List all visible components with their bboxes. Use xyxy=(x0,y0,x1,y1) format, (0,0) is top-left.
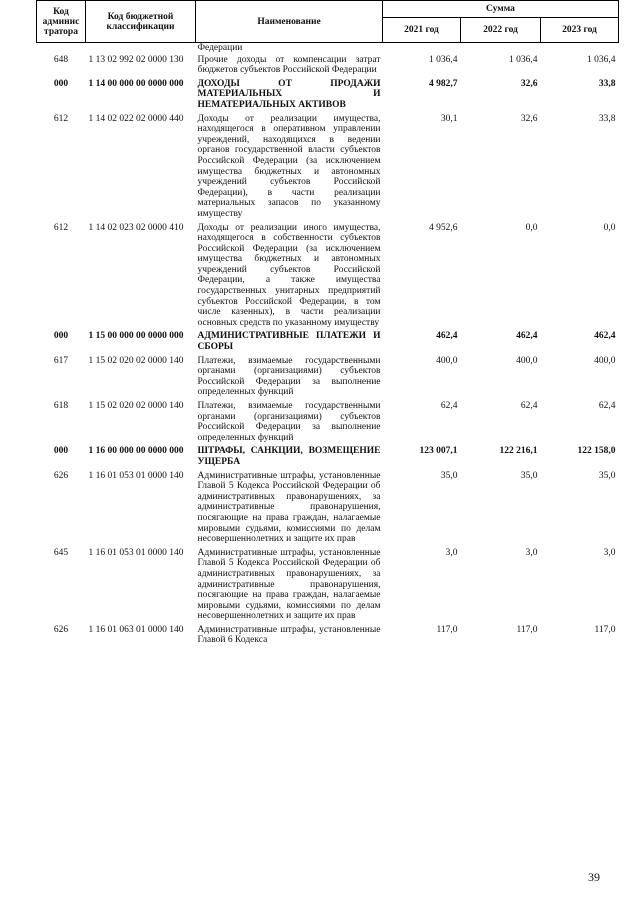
page-number: 39 xyxy=(588,870,600,884)
table-row xyxy=(37,622,619,646)
row-value-2023 xyxy=(541,43,619,54)
row-admin-code: 626 xyxy=(53,624,69,635)
table-row xyxy=(37,54,619,76)
row-kbk: 1 14 02 023 02 0000 410 xyxy=(88,222,184,233)
table-row xyxy=(37,111,619,220)
row-value-2021 xyxy=(383,43,461,54)
row-value-2023: 33,8 xyxy=(598,78,616,89)
row-admin-code: 612 xyxy=(53,222,69,233)
header-name: Наименование xyxy=(196,1,383,43)
row-value-2022: 1 036,4 xyxy=(509,54,538,65)
table-row xyxy=(37,353,619,398)
row-name: Платежи, взимаемые государственными органами (организациями) субъектов Российской Федерации за выполнение определенных функций xyxy=(197,355,381,398)
table-row xyxy=(37,468,619,545)
row-name: Доходы от реализации иного имущества, находящегося в собственности субъектов Российской Федерации (за исключением имущества бюджетных и автономных учреждений субъектов Российской Федерации, а также имущества государственных унитарных предприятий субъектов Российской Федерации, в том числе казенных), в части реализации основных средств по указанному имуществу xyxy=(197,222,381,328)
row-value-2021: 3,0 xyxy=(445,547,458,558)
table-row xyxy=(37,76,619,111)
table-row xyxy=(37,220,619,329)
table-body xyxy=(37,43,619,647)
row-kbk: 1 15 02 020 02 0000 140 xyxy=(88,401,184,411)
row-admin-code: 648 xyxy=(53,54,69,65)
row-name: Административные штрафы, установленные Главой 6 Кодекса xyxy=(197,624,381,646)
row-kbk: 1 16 01 053 01 0000 140 xyxy=(88,547,184,558)
row-value-2023: 3,0 xyxy=(603,547,616,558)
row-kbk: 1 16 01 063 01 0000 140 xyxy=(88,624,184,635)
row-value-2022: 400,0 xyxy=(516,355,538,366)
row-value-2021: 4 982,7 xyxy=(429,78,458,89)
row-value-2022 xyxy=(461,43,541,54)
row-value-2023: 400,0 xyxy=(594,355,616,366)
row-admin-code: 612 xyxy=(53,113,69,124)
row-admin-code xyxy=(37,43,86,54)
row-value-2022: 3,0 xyxy=(525,547,538,558)
row-value-2022: 35,0 xyxy=(520,470,538,481)
row-value-2023: 117,0 xyxy=(594,624,616,635)
row-value-2022: 62,4 xyxy=(520,401,538,411)
row-value-2021: 123 007,1 xyxy=(419,446,458,457)
row-value-2022: 32,6 xyxy=(520,113,538,124)
row-value-2022: 122 216,1 xyxy=(499,446,538,457)
header-year-2021: 2021 год xyxy=(383,18,461,43)
table-header xyxy=(37,1,619,43)
row-kbk: 1 14 02 022 02 0000 440 xyxy=(88,113,184,124)
row-name: Федерации xyxy=(197,43,243,53)
row-admin-code: 000 xyxy=(53,446,69,457)
row-value-2023: 462,4 xyxy=(594,331,616,342)
row-value-2021: 4 952,6 xyxy=(429,222,458,233)
row-value-2023: 1 036,4 xyxy=(587,54,616,65)
header-year-2023: 2023 год xyxy=(541,18,619,43)
row-value-2021: 30,1 xyxy=(440,113,458,124)
row-name: ШТРАФЫ, САНКЦИИ, ВОЗМЕЩЕНИЕ УЩЕРБА xyxy=(197,446,381,467)
row-value-2023: 35,0 xyxy=(598,470,616,481)
row-value-2021: 62,4 xyxy=(440,401,458,411)
table-row xyxy=(37,43,619,54)
row-kbk: 1 16 00 000 00 0000 000 xyxy=(88,446,184,457)
row-name: Платежи, взимаемые государственными органами (организациями) субъектов Российской Федерации за выполнение определенных функций xyxy=(197,401,381,443)
header-year-2022: 2022 год xyxy=(461,18,541,43)
row-value-2022: 117,0 xyxy=(516,624,538,635)
row-value-2023: 122 158,0 xyxy=(577,446,616,457)
row-name: Прочие доходы от компенсации затрат бюджетов субъектов Российской Федерации xyxy=(197,54,381,76)
row-admin-code: 617 xyxy=(53,355,69,366)
row-value-2023: 62,4 xyxy=(598,401,616,411)
row-value-2021: 117,0 xyxy=(436,624,458,635)
row-name: Административные штрафы, установленные Главой 5 Кодекса Российской Федерации об административных правонарушениях, за административные правонарушения, посягающие на права граждан, налагаемые мировыми судьями, комиссиями по делам несовершеннолетних и защите их прав xyxy=(197,547,381,622)
row-value-2022: 0,0 xyxy=(525,222,538,233)
header-kbk: Код бюджетной классификации xyxy=(86,1,196,43)
row-name: АДМИНИСТРАТИВНЫЕ ПЛАТЕЖИ И СБОРЫ xyxy=(197,331,381,353)
row-admin-code: 000 xyxy=(53,78,69,89)
row-name: Административные штрафы, установленные Главой 5 Кодекса Российской Федерации об административных правонарушениях, за административные правонарушения, посягающие на права граждан, налагаемые мировыми судьями, комиссиями по делам несовершеннолетних и защите их прав xyxy=(197,470,381,545)
row-value-2023: 0,0 xyxy=(603,222,616,233)
row-value-2023: 33,8 xyxy=(598,113,616,124)
row-admin-code: 618 xyxy=(53,401,69,411)
table-row xyxy=(37,398,619,443)
row-value-2021: 35,0 xyxy=(440,470,458,481)
table-row xyxy=(37,328,619,352)
table-row xyxy=(37,443,619,467)
row-value-2021: 1 036,4 xyxy=(429,54,458,65)
row-value-2022: 32,6 xyxy=(520,78,538,89)
row-kbk: 1 15 00 000 00 0000 000 xyxy=(88,331,184,342)
row-admin-code: 645 xyxy=(53,547,69,558)
row-name: Доходы от реализации имущества, находящегося в оперативном управлении учреждений, находящихся в ведении органов государственной власти субъектов Российской Федерации (за исключением имущества бюджетных и автономных учреждений субъектов Российской Федерации), в части реализации материальных запасов по указанному имуществу xyxy=(197,113,381,219)
document-page xyxy=(36,0,618,646)
row-admin-code: 000 xyxy=(53,331,69,342)
row-admin-code: 626 xyxy=(53,470,69,481)
row-value-2021: 462,4 xyxy=(436,331,458,342)
table-row xyxy=(37,545,619,622)
row-value-2021: 400,0 xyxy=(436,355,458,366)
row-kbk xyxy=(86,43,196,54)
row-kbk: 1 15 02 020 02 0000 140 xyxy=(88,355,184,366)
row-name: ДОХОДЫ ОТ ПРОДАЖИ МАТЕРИАЛЬНЫХ И НЕМАТЕРИАЛЬНЫХ АКТИВОВ xyxy=(197,78,381,110)
row-value-2022: 462,4 xyxy=(516,331,538,342)
header-admin-code: Код админис тратора xyxy=(37,1,86,43)
row-kbk: 1 13 02 992 02 0000 130 xyxy=(88,54,184,65)
row-kbk: 1 16 01 053 01 0000 140 xyxy=(88,470,184,481)
row-kbk: 1 14 00 000 00 0000 000 xyxy=(88,78,184,89)
header-sum: Сумма xyxy=(383,1,619,18)
budget-table xyxy=(36,0,619,646)
